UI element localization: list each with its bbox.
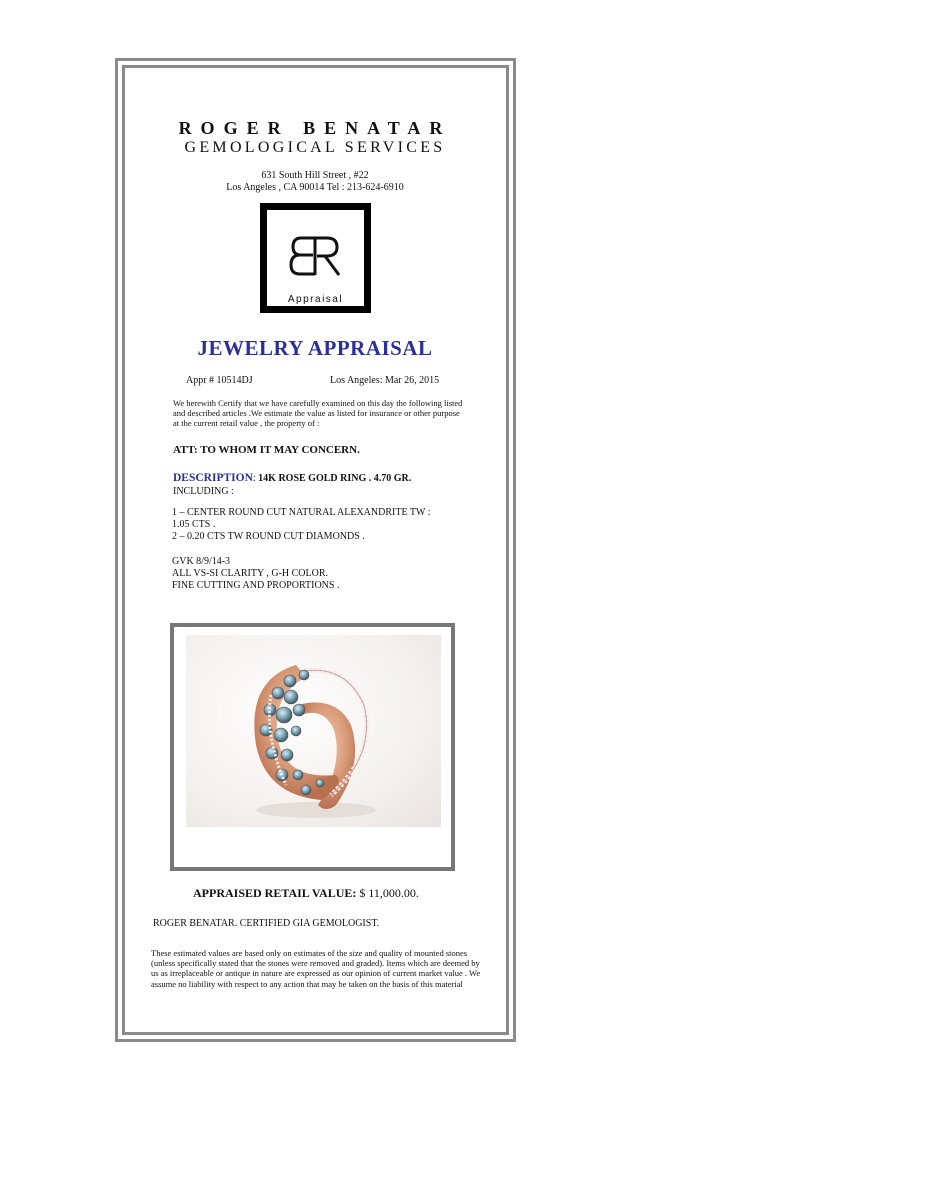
company-address-line2: Los Angeles , CA 90014 Tel : 213-624-6910 — [226, 182, 404, 193]
document-title: JEWELRY APPRAISAL — [197, 336, 433, 360]
br-monogram-logo — [260, 203, 371, 313]
appraised-value-line — [193, 886, 419, 901]
appraisal-number: Appr # 10514DJ — [186, 375, 253, 386]
ring-photo-frame — [170, 623, 455, 871]
certification-statement: We herewith Certify that we have carefully examined on this day the following listed and described articles .We estimate the value as listed for insurance or other purpose at the current retail value , the property of : — [173, 398, 463, 428]
including-label: INCLUDING : — [173, 486, 234, 497]
grading-line: FINE CUTTING AND PROPORTIONS . — [172, 580, 340, 591]
ring-photo — [186, 635, 441, 827]
description-label: DESCRIPTION — [173, 472, 253, 484]
logo-caption: Appraisal — [287, 294, 344, 305]
company-subtitle: GEMOLOGICAL SERVICES — [184, 139, 446, 156]
appraised-value-label: APPRAISED RETAIL VALUE: — [193, 886, 357, 900]
br-monogram-icon — [267, 210, 364, 306]
company-address-line1: 631 South Hill Street , #22 — [261, 170, 369, 181]
appraised-value-amount: $ 11,000.00. — [356, 886, 419, 900]
attention-line: ATT: TO WHOM IT MAY CONCERN. — [173, 444, 360, 456]
description-separator: : — [252, 473, 256, 484]
grading-line: ALL VS-SI CLARITY , G-H COLOR. — [172, 568, 329, 579]
company-name: ROGER BENATAR — [178, 118, 452, 138]
disclaimer-text: These estimated values are based only on estimates of the size and quality of mounted stones (unless specifically stated that the stones were removed and graded). Items which are deemed by us as irreplaceable or antique in nature are expressed as our opinion of current market value . We assume no liability with respect to any action that may be taken on the basis of this material — [151, 948, 481, 989]
description-line — [173, 472, 411, 484]
stone-line: 1 – CENTER ROUND CUT NATURAL ALEXANDRITE TW : — [172, 507, 431, 518]
stone-line: 1.05 CTS . — [172, 519, 216, 530]
appraisal-date: Los Angeles: Mar 26, 2015 — [330, 375, 440, 386]
gemologist-signature-line: ROGER BENATAR. CERTIFIED GIA GEMOLOGIST. — [153, 918, 380, 929]
stone-line: 2 – 0.20 CTS TW ROUND CUT DIAMONDS . — [172, 531, 365, 542]
grading-line: GVK 8/9/14-3 — [172, 556, 231, 567]
ring-image — [186, 635, 441, 827]
description-value: 14K ROSE GOLD RING . 4.70 GR. — [255, 473, 412, 484]
